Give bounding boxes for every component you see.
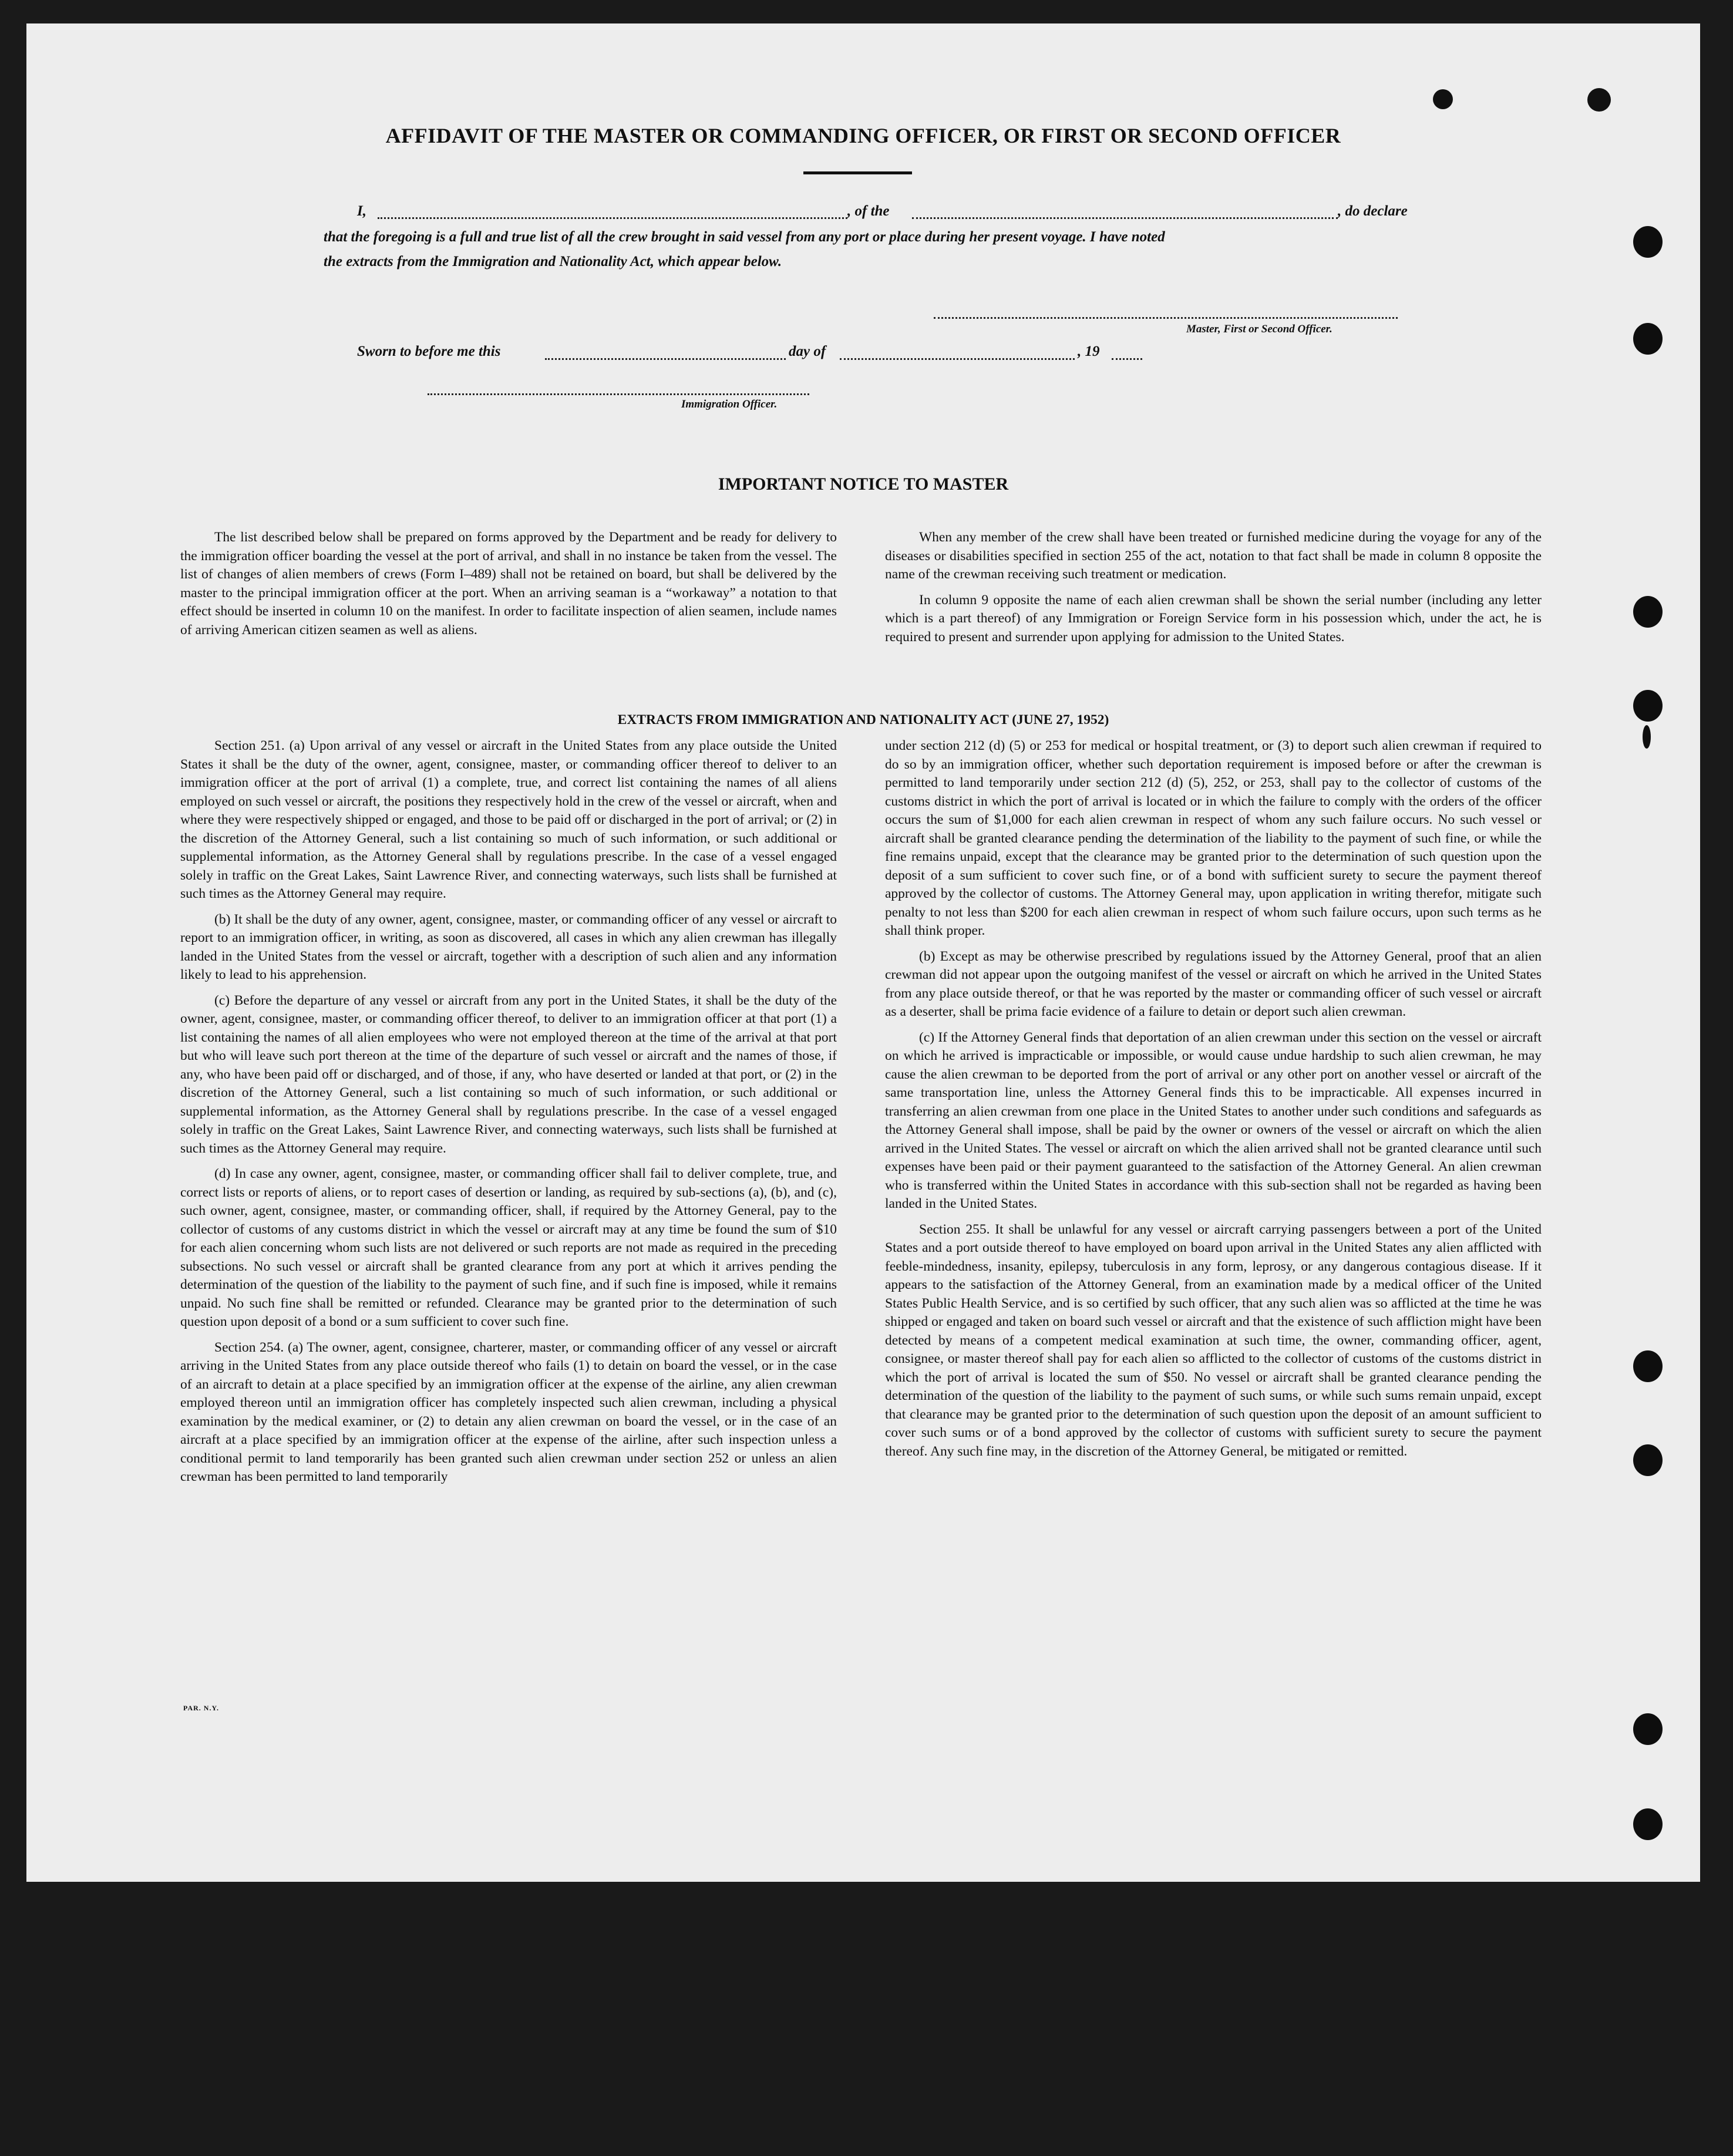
punch-mark — [1433, 89, 1453, 109]
binder-hole — [1633, 596, 1663, 628]
binder-hole — [1633, 1444, 1663, 1476]
extracts-title: EXTRACTS FROM IMMIGRATION AND NATIONALITY ACT (JUNE 27, 1952) — [617, 712, 1109, 727]
immigration-officer-signature-line[interactable] — [428, 393, 809, 395]
affidavit-statement-line-1: that the foregoing is a full and true list of all the crew brought in said vessel from any port or place during her present voyage. I have noted — [324, 229, 1165, 245]
affidavit-statement-line-2: the extracts from the Immigration and Nationality Act, which appear below. — [324, 254, 782, 270]
binder-hole — [1633, 323, 1663, 355]
master-signature-line[interactable] — [934, 317, 1398, 319]
section-254a: Section 254. (a) The owner, agent, consignee, charterer, master, or commanding officer of any vessel or aircraft arriving in the United States from any place outside thereof who fails (1) to detain on board the vessel, or in the case of an aircraft to detain at a place specified by an immigration officer at the expense of the airline, any alien crewman employed thereon until an immigration officer has completely inspected such alien crewman, including a physical examination by the medical examiner, or (2) to detain any alien crewman on board the vessel, or in the case of an aircraft at a place specified by an immigration officer at the expense of the airline, after such inspection unless a conditional permit to land temporarily has been granted such alien crewman under section 252 or unless an alien crewman has been permitted to land temporarily — [180, 1339, 837, 1484]
section-251c: (c) Before the departure of any vessel or aircraft from any port in the United States, it shall be the duty of the owner, agent, consignee, master, or commanding officer thereof, to deliver to an immigration officer at that port (1) a list containing the names of all alien employees who were not employed thereon at the time of the arrival at that port but who will leave such port thereon at the time of the departure of such vessel or aircraft and the names of those, if any, who have been paid off or discharged, and of those, if any, who have deserted or landed at that port, or (2) in the discretion of the Attorney General, such a list containing so much of such information, or such additional or supplemental information, as the Attorney General shall by regulations prescribe. In the case of a vessel engaged solely in traffic on the Great Lakes, Saint Lawrence River, and connecting waterways, such lists shall be furnished at such times as the Attorney General may require. — [180, 992, 837, 1156]
binder-hole — [1633, 1713, 1663, 1745]
title-underline — [803, 171, 912, 174]
notice-right-column — [885, 528, 1542, 653]
section-254a-continued: under section 212 (d) (5) or 253 for medical or hospital treatment, or (3) to deport such alien crewman if required to do so by an immigration officer, whether such deportation requirement is imposed before or after the crewman is permitted to land temporarily under section 212 (d) (5), 252, or 253, shall pay to the collector of customs of the customs district in which the port of arrival is located or in which the failure to comply with the orders of the officer occurs the sum of $1,000 for each alien crewman in respect of whom any such failure occurs. No such vessel or aircraft shall be granted clearance pending the determination of the liability to the payment of such fine, or while the fine remains unpaid, except that the clearance may be granted prior to the determination of such question upon the deposit of a sum sufficient to cover such fine, or of a bond with sufficient surety to secure the payment thereof approved by the collector of customs. The Attorney General may, upon application in writing therefor, mitigate such penalty to not less than $200 for each alien crewman in respect of whom such failure occurs, upon such terms as he shall think proper. — [885, 738, 1542, 938]
of-the-label: , of the — [847, 203, 890, 219]
section-255: Section 255. It shall be unlawful for any vessel or aircraft carrying passengers between a port of the United States and a port outside thereof to have employed on board upon arrival in the United States any alien afflicted with feeble-mindedness, insanity, epilepsy, tuberculosis in any form, leprosy, or any dangerous contagious disease. If it appears to the satisfaction of the Attorney General, from an examination made by a medical officer of the United States Public Health Service, and is so certified by such officer, that any such alien was so afflicted at the time he was shipped or engaged and taken on board such vessel or aircraft and that the existence of such affliction might have been detected by means of a competent medical examination at such time, the owner, commanding officer, agent, consignee, or master thereof shall pay for each alien so afflicted to the collector of customs of the customs district in which the port of arrival is located the sum of $50. No vessel or aircraft shall be granted clearance pending the determination of the question of the liability to the payment of such sums, or while such sums remain unpaid, except that clearance may be granted prior to the determination of such question upon the deposit of an amount sufficient to cover such sums or of a bond approved by the collector of customs with sufficient surety to secure the payment thereof. Any such fine may, in the discretion of the Attorney General, be mitigated or remitted. — [885, 1221, 1542, 1459]
sworn-month-field[interactable] — [840, 358, 1075, 360]
vessel-blank-field[interactable] — [912, 217, 1338, 219]
section-254b: (b) Except as may be otherwise prescribed by regulations issued by the Attorney General, proof that an alien crewman did not appear upon the outgoing manifest of the vessel or aircraft on which he arrived in the United States from any place outside thereof, or that he was reported by the master or commanding officer of such vessel or aircraft as a deserter, shall be prima facie evidence of a failure to detain or deport such alien crewman. — [885, 948, 1542, 1019]
section-251d: (d) In case any owner, agent, consignee, master, or commanding officer shall fail to deliver complete, true, and correct lists or reports of aliens, or to report cases of desertion or landing, as required by sub-sections (a), (b), and (c), such owner, agent, consignee, master, or commanding officer, shall, if required by the Attorney General, pay to the collector of customs of any customs district in which the vessel or aircraft may at any time be found the sum of $10 for each alien concerning whom such lists are not delivered or such reports are not made as required in the preceding subsections. No such vessel or aircraft shall be granted clearance from any port at which it arrives pending the determination of the question of the liability to the payment of such fine, and if such fine is imposed, while it remains unpaid. No such fine shall be remitted or refunded. Clearance may be granted prior to the determination of such question upon deposit of a bond or a sum sufficient to cover such fine. — [180, 1166, 837, 1329]
year-prefix-label: , 19 — [1078, 343, 1100, 359]
affidavit-title: AFFIDAVIT OF THE MASTER OR COMMANDING OFFICER, OR FIRST OR SECOND OFFICER — [385, 124, 1341, 147]
day-of-label: day of — [789, 343, 826, 359]
binder-hole — [1643, 725, 1651, 749]
notice-left-paragraph: The list described below shall be prepared on forms approved by the Department and be ready for delivery to the immigration officer boarding the vessel at the port of arrival, and shall in no instance be taken from the vessel. The list of changes of alien members of crews (Form I–489) shall not be retained on board, but shall be delivered by the master to the principal immigration officer at the port. When an arriving seaman is a “workaway” a notation to that effect should be inserted in column 10 on the manifest. In order to facilitate inspection of alien seamen, include names of arriving American citizen seamen as well as aliens. — [180, 530, 837, 638]
notice-left-column — [180, 528, 837, 646]
sworn-day-field[interactable] — [545, 358, 786, 360]
extracts-right-column — [885, 737, 1542, 1468]
binder-hole — [1633, 1350, 1663, 1382]
master-signature-caption: Master, First or Second Officer. — [1186, 323, 1332, 335]
section-251b: (b) It shall be the duty of any owner, agent, consignee, master, or commanding officer of any vessel or aircraft to report to an immigration officer, in writing, as soon as discovered, all cases in which any alien crewman has illegally landed in the United States from the vessel or aircraft, together with a description of such alien and any information likely to lead to his apprehension. — [180, 911, 837, 982]
name-blank-field[interactable] — [378, 217, 847, 219]
extracts-left-column — [180, 737, 837, 1494]
do-declare-label: , do declare — [1338, 203, 1408, 219]
sworn-year-field[interactable] — [1112, 358, 1142, 360]
binder-hole — [1633, 1808, 1663, 1840]
section-254c: (c) If the Attorney General finds that deportation of an alien crewman under this section on the vessel or aircraft on which he arrived is impracticable or impossible, or would cause undue hardship to such alien crewman, he may cause the alien crewman to be deported from the port of arrival or any other port on another vessel or aircraft of the same transportation line, unless the Attorney General finds this to be impracticable. All expenses incurred in transferring an alien crewman from one place in the United States to another under such conditions and safeguards as the Attorney General shall impose, shall be paid by the owner or owners of the vessel or aircraft on which the alien arrived in the United States. The vessel or aircraft on which the alien arrived shall not be granted clearance until such expenses have been paid or their payment guaranteed to the satisfaction of the Attorney General. An alien crewman who is transferred within the United States in accordance with this sub-section shall not be regarded as having been landed in the United States. — [885, 1029, 1542, 1211]
section-251a: Section 251. (a) Upon arrival of any vessel or aircraft in the United States from any place outside the United States it shall be the duty of the owner, agent, consignee, master, or commanding officer thereof to deliver to an immigration officer at the port of arrival (1) a complete, true, and correct list containing the names of all aliens employed on such vessel or aircraft, the positions they respectively hold in the crew of the vessel or aircraft, when and where they were respectively shipped or engaged, and those to be paid off or discharged in the port of arrival; or (2) in the discretion of the Attorney General, such a list containing so much of such information, or such additional or supplemental information, as the Attorney General shall by regulations prescribe. In the case of a vessel engaged solely in traffic on the Great Lakes, Saint Lawrence River, and connecting waterways, such lists shall be furnished at such times as the Attorney General may require. — [180, 738, 837, 901]
printer-mark: PAR. N.Y. — [183, 1704, 220, 1712]
immigration-officer-caption: Immigration Officer. — [681, 398, 778, 410]
document-page — [26, 23, 1700, 1882]
notice-right-paragraph-1: When any member of the crew shall have been treated or furnished medicine during the voyage for any of the diseases or disabilities specified in section 255 of the act, notation to that fact shall be made in column 8 opposite the name of the crewman receiving such treatment or medication. — [885, 530, 1542, 582]
notice-title: IMPORTANT NOTICE TO MASTER — [718, 474, 1009, 494]
sworn-label: Sworn to before me this — [357, 343, 501, 359]
notice-right-paragraph-2: In column 9 opposite the name of each alien crewman shall be shown the serial number (including any letter which is a part thereof) of any Immigration or Foreign Service form in his possession which, under the act, he is required to present and surrender upon applying for admission to the United States. — [885, 592, 1542, 645]
affidavit-pronoun: I, — [357, 203, 366, 219]
punch-mark — [1587, 88, 1611, 112]
binder-hole — [1633, 226, 1663, 258]
